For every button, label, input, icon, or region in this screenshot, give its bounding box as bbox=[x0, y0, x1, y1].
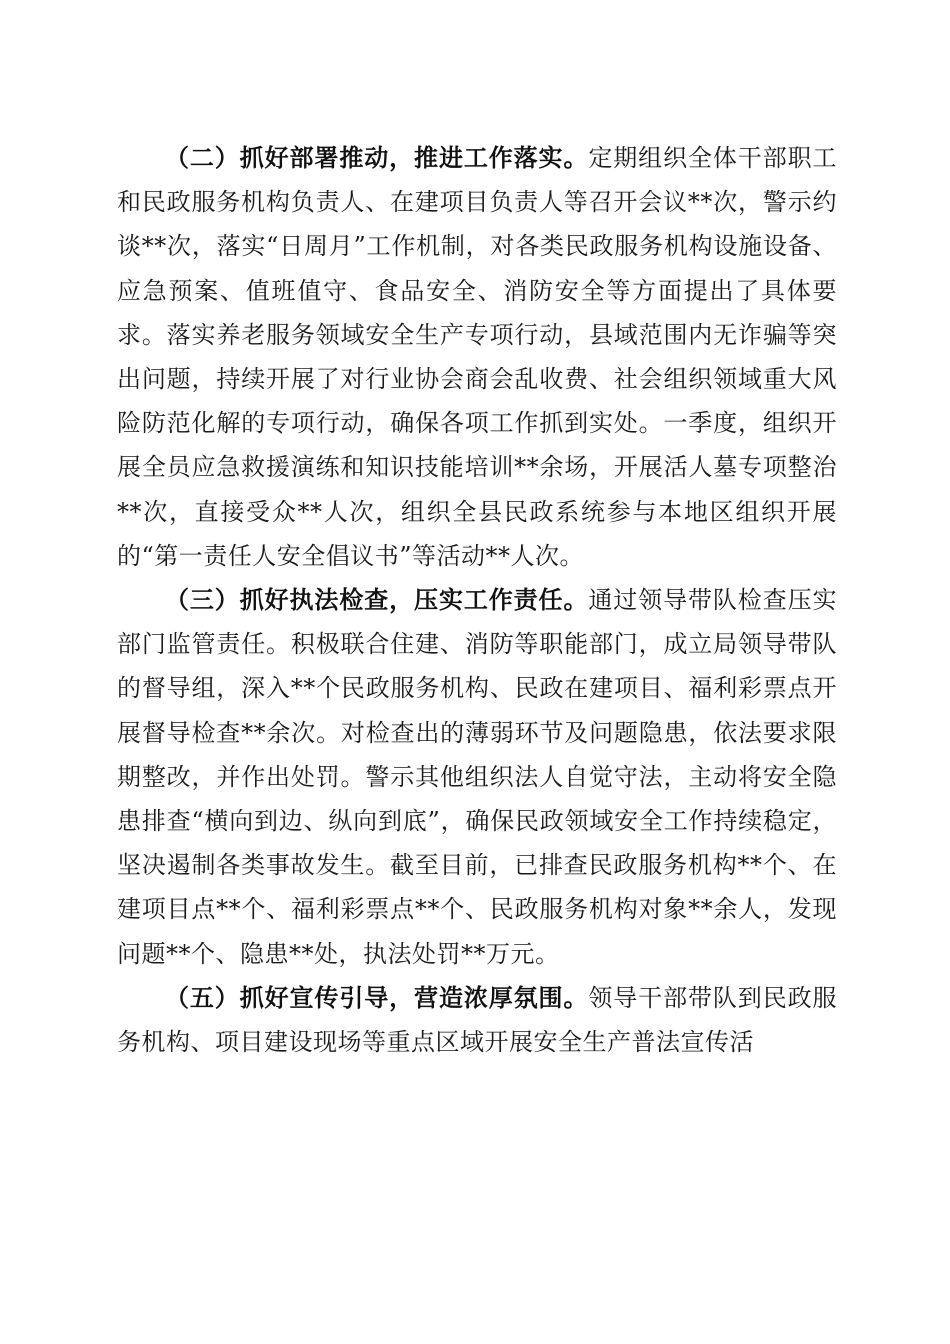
paragraph-heading: （五）抓好宣传引导，营造浓厚氛围。 bbox=[165, 983, 589, 1012]
paragraph-publicity bbox=[117, 976, 837, 1064]
paragraph-text: 领导干部带队到民政服务机构、项目建设现场等重点区域开展安全生产普法宣传活 bbox=[117, 983, 838, 1057]
paragraph-deployment bbox=[117, 136, 837, 578]
paragraph-inspection bbox=[117, 578, 837, 976]
document-body bbox=[117, 136, 837, 1064]
paragraph-heading: （二）抓好部署推动，推进工作落实。 bbox=[165, 144, 589, 172]
paragraph-text: 定期组织全体干部职工和民政服务机构负责人、在建项目负责人等召开会议**次，警示约谈**次，落实“日周月”工作机制，对各类民政服务机构设施设备、应急预案、值班值守、食品安全、消防安全等方面提出了具体要求。落实养老服务领域安全生产专项行动，县域范围内无诈骗等突出问题，持续开展了对行业协会商会乱收费、社会组织领域重大风险防范化解的专项行动，确保各项工作抓到实处。一季度，组织开展全员应急救援演练和知识技能培训**余场，开展活人墓专项整治**次，直接受众**人次，组织全县民政系统参与本地区组织开展的“第一责任人安全倡议书”等活动**人次。 bbox=[117, 144, 838, 570]
paragraph-text: 通过领导带队检查压实部门监管责任。积极联合住建、消防等职能部门，成立局领导带队的督导组，深入**个民政服务机构、民政在建项目、福利彩票点开展督导检查**余次。对检查出的薄弱环节及问题隐患，依法要求限期整改，并作出处罚。警示其他组织法人自觉守法，主动将安全隐患排查“横向到边、纵向到底”，确保民政领域安全工作持续稳定，坚决遏制各类事故发生。截至目前，已排查民政服务机构**个、在建项目点**个、福利彩票点**个、民政服务机构对象**余人，发现问题**个、隐患**处，执法处罚**万元。 bbox=[117, 586, 838, 968]
paragraph-heading: （三）抓好执法检查，压实工作责任。 bbox=[165, 586, 589, 615]
